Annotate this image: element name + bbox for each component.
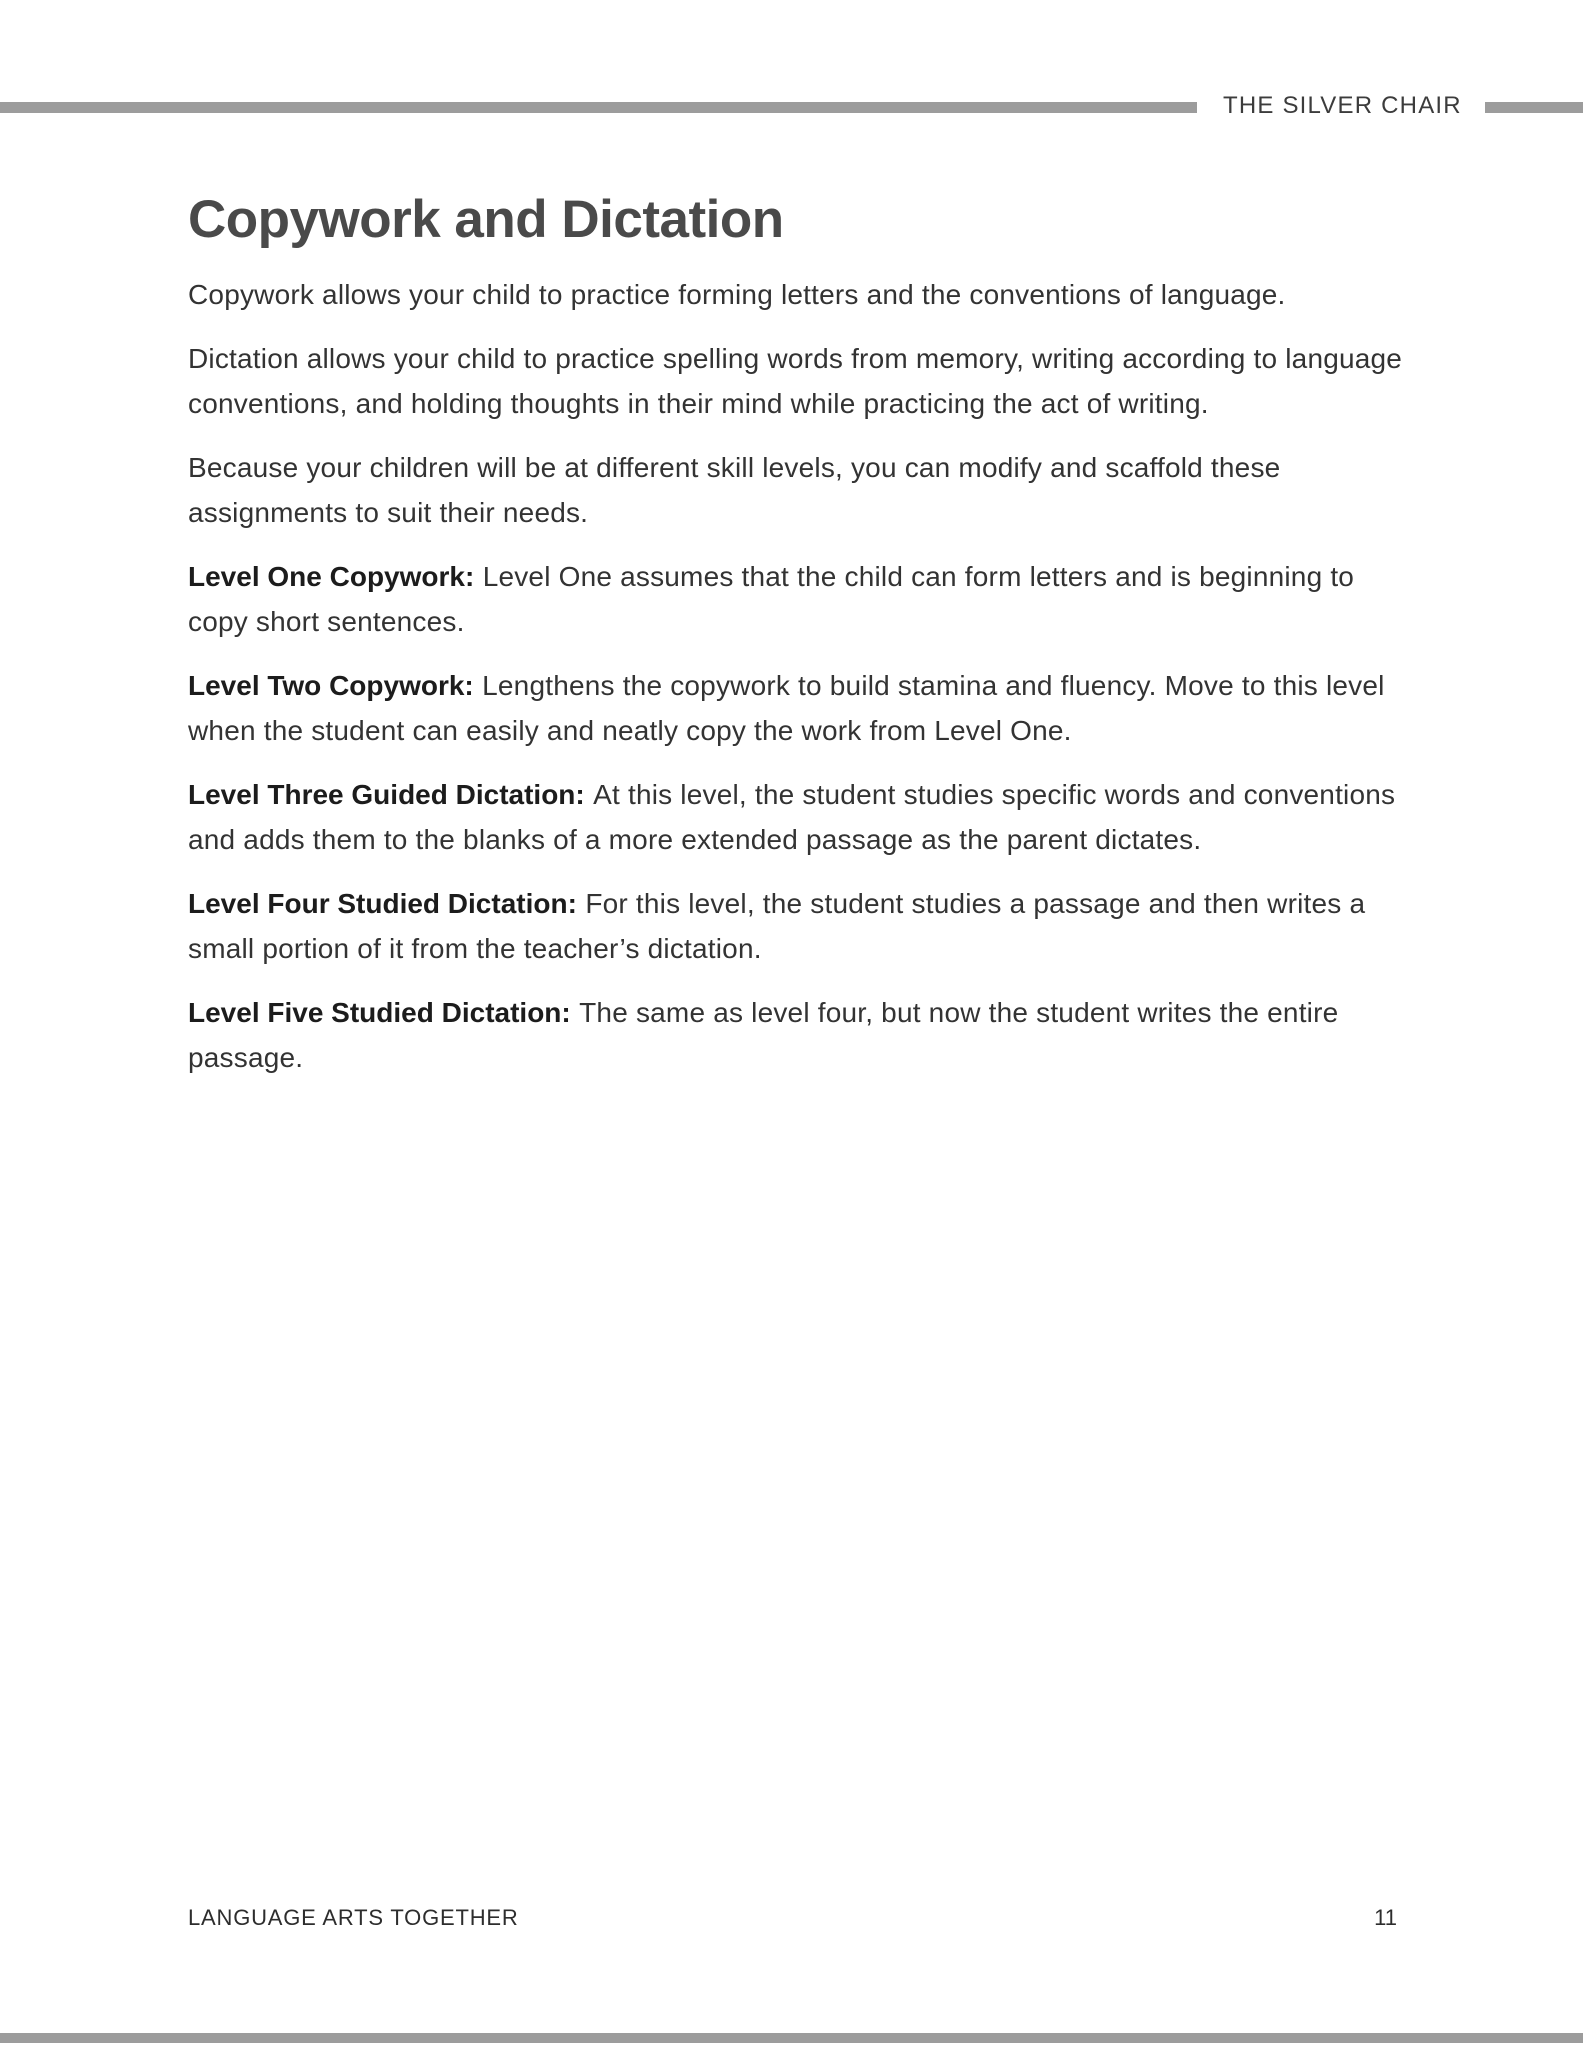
paragraph — [188, 990, 1413, 1080]
run-in-label: Level Two Copywork: — [188, 669, 474, 701]
paragraph — [188, 663, 1413, 753]
run-in-label: Level Three Guided Dictation: — [188, 778, 585, 810]
bottom-rule — [0, 2033, 1583, 2043]
footer-book-title: LANGUAGE ARTS TOGETHER — [188, 1905, 519, 1930]
article-body — [188, 192, 1413, 1099]
paragraph-text: The same as level four, but now the student writes the entire passage. — [188, 996, 1339, 1073]
run-in-label: Level Five Studied Dictation: — [188, 996, 571, 1028]
paragraph — [188, 554, 1413, 644]
paragraph-text: Copywork allows your child to practice forming letters and the conventions of language. — [188, 278, 1286, 310]
paragraph-text: For this level, the student studies a passage and then writes a small portion of it from the teacher’s dictation. — [188, 887, 1366, 964]
run-in-label: Level One Copywork: — [188, 560, 475, 592]
paragraph-text: Because your children will be at different skill levels, you can modify and scaffold these assignments to suit their needs. — [188, 451, 1281, 528]
paragraph — [188, 272, 1413, 317]
paragraph — [188, 336, 1413, 426]
footer-page-number: 11 — [1374, 1905, 1397, 1930]
running-header — [0, 92, 1583, 119]
paragraph-text: Level One assumes that the child can form letters and is beginning to copy short sentences. — [188, 560, 1355, 637]
paragraph — [188, 445, 1413, 535]
paragraph-text: At this level, the student studies specific words and conventions and adds them to the blanks of a more extended passage as the parent dictates. — [188, 778, 1396, 855]
run-in-label: Level Four Studied Dictation: — [188, 887, 577, 919]
paragraph — [188, 772, 1413, 862]
paragraph — [188, 881, 1413, 971]
page-footer — [188, 1905, 1397, 1931]
page-title: Copywork and Dictation — [188, 190, 784, 249]
paragraph-text: Lengthens the copywork to build stamina and fluency. Move to this level when the student can easily and neatly copy the work from Level One. — [188, 669, 1385, 746]
paragraph-text: Dictation allows your child to practice spelling words from memory, writing according to language conventions, and holding thoughts in their mind while practicing the act of writing. — [188, 342, 1403, 419]
header-rule-left — [0, 102, 1197, 113]
header-rule-right — [1485, 102, 1583, 113]
chapter-heading: THE SILVER CHAIR — [1223, 92, 1462, 119]
